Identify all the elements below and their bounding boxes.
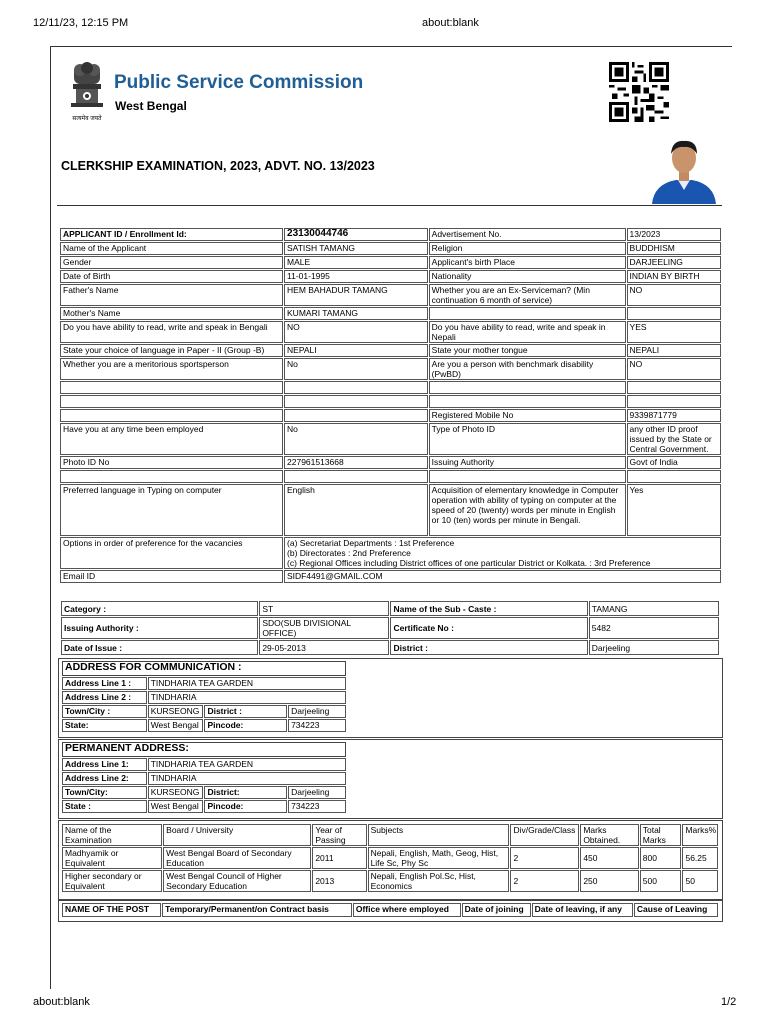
edu-cell: West Bengal Council of Higher Secondary Education: [163, 870, 311, 892]
religion-value: BUDDHISM: [627, 242, 721, 255]
table-row: [61, 617, 719, 639]
state-emblem: [66, 62, 108, 122]
education-table: [61, 823, 719, 893]
applicant-photo: [646, 134, 722, 204]
applicant-id-value: 23130044746: [284, 228, 428, 241]
emp-header: Office where employed: [353, 903, 461, 917]
line1-label: Address Line 1:: [62, 758, 147, 771]
issuing-auth-value: Govt of India: [627, 456, 721, 469]
table-row: [62, 705, 346, 718]
district-value: Darjeeling: [288, 786, 346, 799]
nepali-label: Do you have ability to read, write and speak in Nepali: [429, 321, 626, 343]
typing-lang-label: Preferred language in Typing on computer: [60, 484, 283, 536]
qr-code: [607, 62, 671, 122]
lang-choice-value: NEPALI: [284, 344, 428, 357]
line2-value: TINDHARIA: [148, 691, 346, 704]
emp-header: Date of leaving, if any: [532, 903, 633, 917]
table-row: [60, 470, 721, 483]
header-divider: [57, 205, 722, 206]
page-border-top: [50, 46, 732, 47]
mother-value: KUMARI TAMANG: [284, 307, 428, 320]
pin-value: 734223: [288, 800, 346, 813]
print-datetime: 12/11/23, 12:15 PM: [33, 17, 129, 29]
line2-value: TINDHARIA: [148, 772, 346, 785]
subcaste-label: Name of the Sub - Caste :: [390, 601, 587, 616]
edu-cell: Nepali, English Pol.Sc, Hist, Economics: [368, 870, 510, 892]
issuing-auth-label: Issuing Authority: [429, 456, 626, 469]
pref-a: (a) Secretariat Departments : 1st Preference: [287, 538, 455, 548]
table-row: [62, 719, 346, 732]
pref-label: Options in order of preference for the vacancies: [60, 537, 283, 569]
table-row: [60, 570, 721, 583]
table-row: [62, 691, 346, 704]
district-value: Darjeeling: [288, 705, 346, 718]
edu-cell: 2: [510, 847, 579, 869]
table-row: [60, 456, 721, 469]
line2-label: Address Line 2:: [62, 772, 147, 785]
org-title: Public Service Commission: [114, 72, 364, 93]
empty-cell: [627, 307, 721, 320]
table-row: [60, 270, 721, 283]
category-label: Category :: [61, 601, 258, 616]
emblem-motto: सत्यमेव जयते: [72, 116, 102, 122]
pref-b: (b) Directorates : 2nd Preference: [287, 548, 411, 558]
line1-value: TINDHARIA TEA GARDEN: [148, 677, 346, 690]
applicant-details-table: [59, 227, 722, 584]
edu-cell: 500: [640, 870, 682, 892]
religion-label: Religion: [429, 242, 626, 255]
pin-label: Pincode:: [204, 719, 287, 732]
applicant-id-label: APPLICANT ID / Enrollment Id:: [60, 228, 283, 241]
pin-label: Pincode:: [204, 800, 287, 813]
emp-header: Date of joining: [462, 903, 531, 917]
nepali-value: YES: [627, 321, 721, 343]
table-row: [60, 321, 721, 343]
computer-value: Yes: [627, 484, 721, 536]
pwbd-value: NO: [627, 358, 721, 380]
edu-header: Marks Obtained.: [580, 824, 638, 846]
bengali-label: Do you have ability to read, write and speak in Bengali: [60, 321, 283, 343]
table-row: [60, 409, 721, 422]
advt-value: 13/2023: [627, 228, 721, 241]
employed-label: Have you at any time been employed: [60, 423, 283, 455]
state-label: State:: [62, 719, 147, 732]
mobile-value: 9339871779: [627, 409, 721, 422]
exam-title: CLERKSHIP EXAMINATION, 2023, ADVT. NO. 13/2023: [61, 159, 375, 173]
edu-header: Div/Grade/Class: [510, 824, 579, 846]
town-label: Town/City:: [62, 786, 147, 799]
nationality-value: INDIAN BY BIRTH: [627, 270, 721, 283]
employment-table: [61, 902, 719, 918]
table-row: [60, 307, 721, 320]
category-value: ST: [259, 601, 389, 616]
dob-value: 11-01-1995: [284, 270, 428, 283]
pwbd-label: Are you a person with benchmark disability (PwBD): [429, 358, 626, 380]
edu-cell: Nepali, English, Math, Geog, Hist, Life Sc, Phy Sc: [368, 847, 510, 869]
gender-label: Gender: [60, 256, 283, 269]
comm-address-heading: ADDRESS FOR COMMUNICATION :: [62, 661, 346, 676]
edu-header: Board / University: [163, 824, 311, 846]
comm-address-table: [61, 660, 347, 733]
emp-header: Cause of Leaving: [634, 903, 718, 917]
photo-id-type-value: any other ID proof issued by the State or Central Government.: [627, 423, 721, 455]
district-label: District:: [204, 786, 287, 799]
edu-header: Subjects: [368, 824, 510, 846]
nationality-label: Nationality: [429, 270, 626, 283]
table-row: [62, 758, 346, 771]
cert-label: Certificate No :: [390, 617, 587, 639]
category-table: [60, 600, 720, 656]
table-row: [61, 640, 719, 655]
edu-cell: Madhyamik or Equivalent: [62, 847, 162, 869]
birth-place-label: Applicant's birth Place: [429, 256, 626, 269]
edu-cell: 450: [580, 847, 638, 869]
table-row: [62, 870, 718, 892]
state-value: West Bengal: [148, 719, 204, 732]
edu-cell: Higher secondary or Equivalent: [62, 870, 162, 892]
edu-cell: 50: [682, 870, 718, 892]
issuing-value: SDO(SUB DIVISIONAL OFFICE): [259, 617, 389, 639]
email-value: SIDF4491@GMAIL.COM: [284, 570, 721, 583]
exsvc-label: Whether you are an Ex-Serviceman? (Min continuation 6 month of service): [429, 284, 626, 306]
edu-cell: 250: [580, 870, 638, 892]
pin-value: 734223: [288, 719, 346, 732]
edu-cell: 2013: [312, 870, 366, 892]
table-row: [62, 786, 346, 799]
table-row: [60, 395, 721, 408]
edu-header: Year of Passing: [312, 824, 366, 846]
edu-cell: 56.25: [682, 847, 718, 869]
pref-value: [284, 537, 721, 569]
table-row: [60, 358, 721, 380]
table-row: [60, 484, 721, 536]
district-label: District :: [390, 640, 587, 655]
computer-label: Acquisition of elementary knowledge in Computer operation with ability of typing on computer at the speed of 20 (twenty) words per minute in English or 10 (ten) words per minute in Bengali.: [429, 484, 626, 536]
table-row: [60, 242, 721, 255]
table-row: [60, 344, 721, 357]
table-row: [60, 284, 721, 306]
name-label: Name of the Applicant: [60, 242, 283, 255]
print-url: about:blank: [422, 17, 479, 29]
table-row: [60, 381, 721, 394]
table-row: [62, 677, 346, 690]
table-row: [60, 423, 721, 455]
page-number: 1/2: [721, 996, 737, 1008]
footer-url: about:blank: [33, 996, 90, 1008]
pref-c: (c) Regional Offices including District offices of one particular District or Kolkata. : 3rd Preference: [287, 558, 651, 568]
mother-label: Mother's Name: [60, 307, 283, 320]
table-row: [62, 847, 718, 869]
mother-tongue-value: NEPALI: [627, 344, 721, 357]
emp-header: Temporary/Permanent/on Contract basis: [162, 903, 352, 917]
edu-cell: 2011: [312, 847, 366, 869]
photo-id-type-label: Type of Photo ID: [429, 423, 626, 455]
issuing-label: Issuing Authority :: [61, 617, 258, 639]
table-row: [60, 228, 721, 241]
email-label: Email ID: [60, 570, 283, 583]
edu-cell: 800: [640, 847, 682, 869]
table-row: [60, 537, 721, 569]
photo-id-label: Photo ID No: [60, 456, 283, 469]
state-label: State :: [62, 800, 147, 813]
typing-lang-value: English: [284, 484, 428, 536]
district-value: Darjeeling: [589, 640, 719, 655]
gender-value: MALE: [284, 256, 428, 269]
subcaste-value: TAMANG: [589, 601, 719, 616]
sports-value: No: [284, 358, 428, 380]
issue-date-label: Date of Issue :: [61, 640, 258, 655]
edu-cell: West Bengal Board of Secondary Education: [163, 847, 311, 869]
perm-address-table: [61, 741, 347, 814]
district-label: District :: [204, 705, 287, 718]
mobile-label: Registered Mobile No: [429, 409, 626, 422]
photo-id-value: 227961513668: [284, 456, 428, 469]
empty-cell: [429, 307, 626, 320]
employed-value: No: [284, 423, 428, 455]
advt-label: Advertisement No.: [429, 228, 626, 241]
edu-header-row: [62, 824, 718, 846]
town-value: KURSEONG: [148, 786, 204, 799]
issue-date-value: 29-05-2013: [259, 640, 389, 655]
father-label: Father's Name: [60, 284, 283, 306]
sports-label: Whether you are a meritorious sportsperson: [60, 358, 283, 380]
perm-address-heading: PERMANENT ADDRESS:: [62, 742, 346, 757]
table-row: [62, 742, 346, 757]
edu-header: Total Marks: [640, 824, 682, 846]
line1-label: Address Line 1 :: [62, 677, 147, 690]
table-row: [61, 601, 719, 616]
edu-header: Name of the Examination: [62, 824, 162, 846]
edu-cell: 2: [510, 870, 579, 892]
exsvc-value: NO: [627, 284, 721, 306]
dob-label: Date of Birth: [60, 270, 283, 283]
emp-header: NAME OF THE POST: [62, 903, 161, 917]
state-value: West Bengal: [148, 800, 204, 813]
table-row: [62, 661, 346, 676]
table-row: [62, 772, 346, 785]
name-value: SATISH TAMANG: [284, 242, 428, 255]
father-value: HEM BAHADUR TAMANG: [284, 284, 428, 306]
emp-header-row: [62, 903, 718, 917]
line2-label: Address Line 2 :: [62, 691, 147, 704]
org-subtitle: West Bengal: [115, 99, 187, 113]
line1-value: TINDHARIA TEA GARDEN: [148, 758, 346, 771]
town-label: Town/City :: [62, 705, 147, 718]
table-row: [60, 256, 721, 269]
edu-header: Marks%: [682, 824, 718, 846]
mother-tongue-label: State your mother tongue: [429, 344, 626, 357]
lang-choice-label: State your choice of language in Paper - II (Group -B): [60, 344, 283, 357]
bengali-value: NO: [284, 321, 428, 343]
birth-place-value: DARJEELING: [627, 256, 721, 269]
page-border-left: [50, 47, 51, 989]
table-row: [62, 800, 346, 813]
town-value: KURSEONG: [148, 705, 204, 718]
cert-value: 5482: [589, 617, 719, 639]
